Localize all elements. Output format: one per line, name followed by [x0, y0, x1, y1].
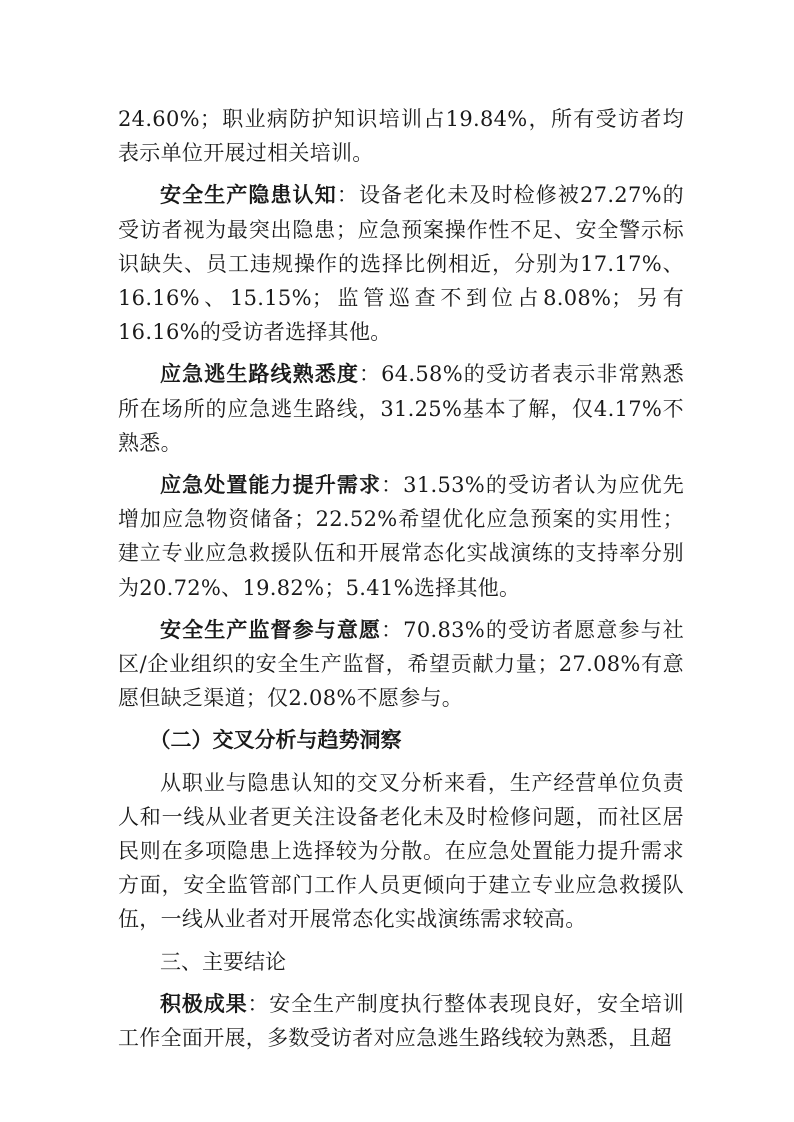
supervision-text: ：70.83%的受访者愿意参与社区/企业组织的安全生产监督，希望贡献力量；27.08%有意愿但缺乏渠道；仅2.08%不愿参与。 — [118, 617, 684, 711]
escape-title: 应急逃生路线熟悉度 — [160, 362, 359, 387]
escape-paragraph — [118, 357, 684, 460]
hazard-text: ：设备老化未及时检修被27.27%的受访者视为最突出隐患；应急预案操作性不足、安全警示标识缺失、员工违规操作的选择比例相近，分别为17.17%、16.16%、15.15%；监管巡查不到位占8.08%；另有16.16%的受访者选择其他。 — [118, 183, 684, 345]
capacity-paragraph — [118, 468, 684, 605]
section2-heading: （二）交叉分析与趋势洞察 — [149, 728, 402, 753]
section3-heading: 三、主要结论 — [160, 949, 286, 974]
escape-text: ：64.58%的受访者表示非常熟悉所在场所的应急逃生路线，31.25%基本了解，仅4.17%不熟悉。 — [118, 362, 685, 455]
supervision-paragraph — [118, 613, 684, 716]
training-continuation-paragraph: 24.60%；职业病防护知识培训占19.84%，所有受访者均表示单位开展过相关培训。 — [118, 107, 684, 166]
hazard-title: 安全生产隐患认知 — [160, 183, 337, 208]
result-title: 积极成果 — [160, 991, 248, 1016]
capacity-text: ：31.53%的受访者认为应优先增加应急物资储备；22.52%希望优化应急预案的实用性；建立专业应急救援队伍和开展常态化实战演练的支持率分别为20.72%、19.82%；5.41%选择其他。 — [118, 473, 684, 600]
result-paragraph — [118, 987, 684, 1055]
result-text: ：安全生产制度执行整体表现良好，安全培训工作全面开展，多数受访者对应急逃生路线较为熟悉，且超 — [118, 991, 685, 1051]
hazard-paragraph — [118, 178, 684, 349]
capacity-title: 应急处置能力提升需求 — [160, 473, 382, 498]
cross-analysis-paragraph: 从职业与隐患认知的交叉分析来看，生产经营单位负责人和一线从业者更关注设备老化未及时检修问题，而社区居民则在多项隐患上选择较为分散。在应急处置能力提升需求方面，安全监管部门工作人员更倾向于建立专业应急救援队伍，一线从业者对开展常态化实战演练需求较高。 — [118, 770, 684, 932]
supervision-title: 安全生产监督参与意愿 — [160, 617, 382, 642]
